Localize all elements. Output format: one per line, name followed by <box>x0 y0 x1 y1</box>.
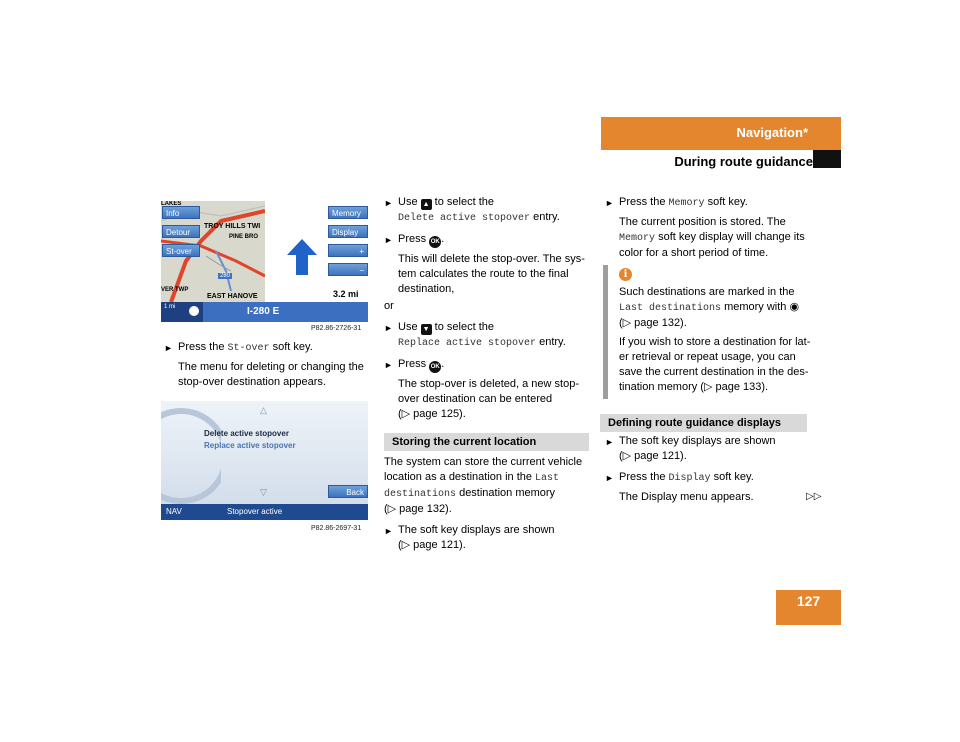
figure-caption: P82.86-2697-31 <box>311 525 362 532</box>
page-number: 127 <box>776 590 841 625</box>
text: The current position is stored. The <box>619 216 786 228</box>
text: The soft key displays are shown <box>619 435 776 447</box>
text: location as a destination in the <box>384 471 536 483</box>
continue-icon: ▷▷ <box>806 491 822 502</box>
map-place-label: EAST HANOVE <box>207 293 258 300</box>
text: soft key display will change its <box>655 231 805 243</box>
bullet-icon: ► <box>605 198 614 208</box>
column-3-lower <box>605 434 825 505</box>
header-bar <box>601 117 841 150</box>
ok-key-icon: OK <box>429 361 441 373</box>
distance-readout: 3.2 mi <box>333 289 359 299</box>
note-sidebar <box>603 265 608 399</box>
softkey-ref: St-over <box>227 343 270 354</box>
text: to select the <box>431 321 494 333</box>
scroll-up-icon[interactable]: △ <box>260 405 267 415</box>
softkey-memory[interactable]: Memory <box>328 206 368 219</box>
menu-status-bar <box>161 504 368 520</box>
text: The system can store the current vehicle <box>384 456 583 468</box>
step-use-down <box>384 320 589 335</box>
text: memory with ◉ <box>721 301 800 313</box>
map-screenshot <box>161 201 368 322</box>
softkey-ref: Memory <box>668 198 705 209</box>
page-ref[interactable]: (▷ page 132). <box>619 317 687 329</box>
chapter-title: Navigation* <box>736 125 808 140</box>
page-ref[interactable]: (▷ page 125). <box>398 408 466 420</box>
text: Press the <box>619 471 669 483</box>
status-label: Stopover active <box>227 507 283 516</box>
text: If you wish to store a destination for lat- <box>619 336 811 348</box>
map-scale: 1 mi <box>164 304 176 310</box>
text: Use <box>398 196 421 208</box>
text: color for a short period of time. <box>619 247 769 259</box>
step-use-up <box>384 195 589 210</box>
road-name: I-280 E <box>247 306 280 317</box>
memory-ref: Last <box>535 473 560 484</box>
step-softkeys-shown <box>605 434 825 449</box>
section-heading: Storing the current location <box>384 433 589 451</box>
memory-ref: Last destinations <box>619 303 722 314</box>
memory-ref: destinations <box>384 489 457 500</box>
ok-key-icon: OK <box>429 236 441 248</box>
menu-entry-ref: Delete active stopover <box>398 213 531 224</box>
bullet-icon: ► <box>384 360 393 370</box>
step-press-ok <box>384 357 589 373</box>
text: The soft key displays are shown <box>398 524 555 536</box>
text: entry. <box>536 336 566 348</box>
bullet-icon: ► <box>384 235 393 245</box>
column-3 <box>605 195 815 261</box>
bullet-icon: ► <box>164 343 173 353</box>
page-ref[interactable]: (▷ page 121). <box>398 539 466 551</box>
step-press-stover <box>164 340 374 356</box>
column-1 <box>164 340 374 390</box>
menu-entry-ref: Replace active stopover <box>398 338 537 349</box>
compass-icon <box>189 306 199 316</box>
step-press-display <box>605 470 825 486</box>
scroll-down-icon[interactable]: ▽ <box>260 487 267 497</box>
text: er retrieval or repeat usage, you can <box>619 351 796 363</box>
text: soft key. <box>704 196 748 208</box>
menu-item-replace[interactable]: Replace active stopover <box>204 441 296 450</box>
softkey-ref: Display <box>668 473 711 484</box>
page-ref[interactable]: (▷ page 121). <box>619 450 687 462</box>
direction-arrow-icon <box>287 239 317 275</box>
text: The Display menu appears. <box>619 491 754 503</box>
bullet-icon: ► <box>605 437 614 447</box>
text: soft key. <box>269 341 313 353</box>
text: destination, <box>398 283 455 295</box>
text: This will delete the stop-over. The sys- <box>398 253 585 265</box>
map-place-label: VER TWP <box>161 287 189 293</box>
bullet-icon: ► <box>384 526 393 536</box>
softkey-detour[interactable]: Detour <box>162 225 200 238</box>
softkey-back[interactable]: Back <box>328 485 368 498</box>
section-subtitle: During route guidance <box>674 154 813 169</box>
text: Press <box>398 233 430 245</box>
up-arrow-key-icon: ▲ <box>421 199 432 210</box>
map-scale-box <box>161 302 203 322</box>
compass-decoration-icon <box>161 401 221 504</box>
text: Use <box>398 321 421 333</box>
map-place-label: TROY HILLS TWI <box>204 223 261 230</box>
text: entry. <box>530 211 560 223</box>
text: Such destinations are marked in the <box>619 286 795 298</box>
text: over destination can be entered <box>398 393 553 405</box>
softkey-info[interactable]: Info <box>162 206 200 219</box>
step-description: The menu for deleting or changing the stop-over destination appears. <box>178 361 364 388</box>
text: Press <box>398 358 430 370</box>
info-note <box>619 268 819 395</box>
text: destination memory <box>456 487 556 499</box>
figure-caption: P82.86-2726-31 <box>311 325 362 332</box>
text: soft key. <box>710 471 754 483</box>
map-place-label: PINE BRO <box>229 234 259 240</box>
text: to select the <box>431 196 494 208</box>
step-softkeys-shown <box>384 523 589 538</box>
bullet-icon: ► <box>384 198 393 208</box>
zoom-in-button[interactable]: + <box>328 244 368 257</box>
text: Press the <box>619 196 669 208</box>
page-ref[interactable]: tination memory (▷ page 133). <box>619 381 769 393</box>
column-2 <box>384 195 589 553</box>
softkey-display[interactable]: Display <box>328 225 368 238</box>
step-press-ok <box>384 232 589 248</box>
info-icon: i <box>619 268 632 281</box>
stopover-menu-screenshot <box>161 401 368 520</box>
route-badge: 280 <box>220 273 231 279</box>
bullet-icon: ► <box>605 473 614 483</box>
softkey-ref: Memory <box>619 233 656 244</box>
bullet-icon: ► <box>384 323 393 333</box>
text: . <box>441 358 445 370</box>
text: save the current destination in the des- <box>619 366 809 378</box>
step-press-memory <box>605 195 815 211</box>
softkey-st-over[interactable]: St-over <box>162 244 200 257</box>
header-marker <box>813 150 841 168</box>
text: Press the <box>178 341 228 353</box>
zoom-out-button[interactable]: − <box>328 263 368 276</box>
nav-label: NAV <box>166 507 182 516</box>
text: The stop-over is deleted, a new stop- <box>398 378 579 390</box>
text: tem calculates the route to the final <box>398 268 569 280</box>
text: or <box>384 300 394 312</box>
page-ref[interactable]: (▷ page 132). <box>384 503 452 515</box>
menu-item-delete[interactable]: Delete active stopover <box>204 429 289 438</box>
map-place-label: LAKES <box>161 201 182 207</box>
text: . <box>441 233 445 245</box>
map-guidance-panel <box>265 201 368 302</box>
down-arrow-key-icon: ▼ <box>421 324 432 335</box>
section-heading: Defining route guidance displays <box>600 414 807 432</box>
